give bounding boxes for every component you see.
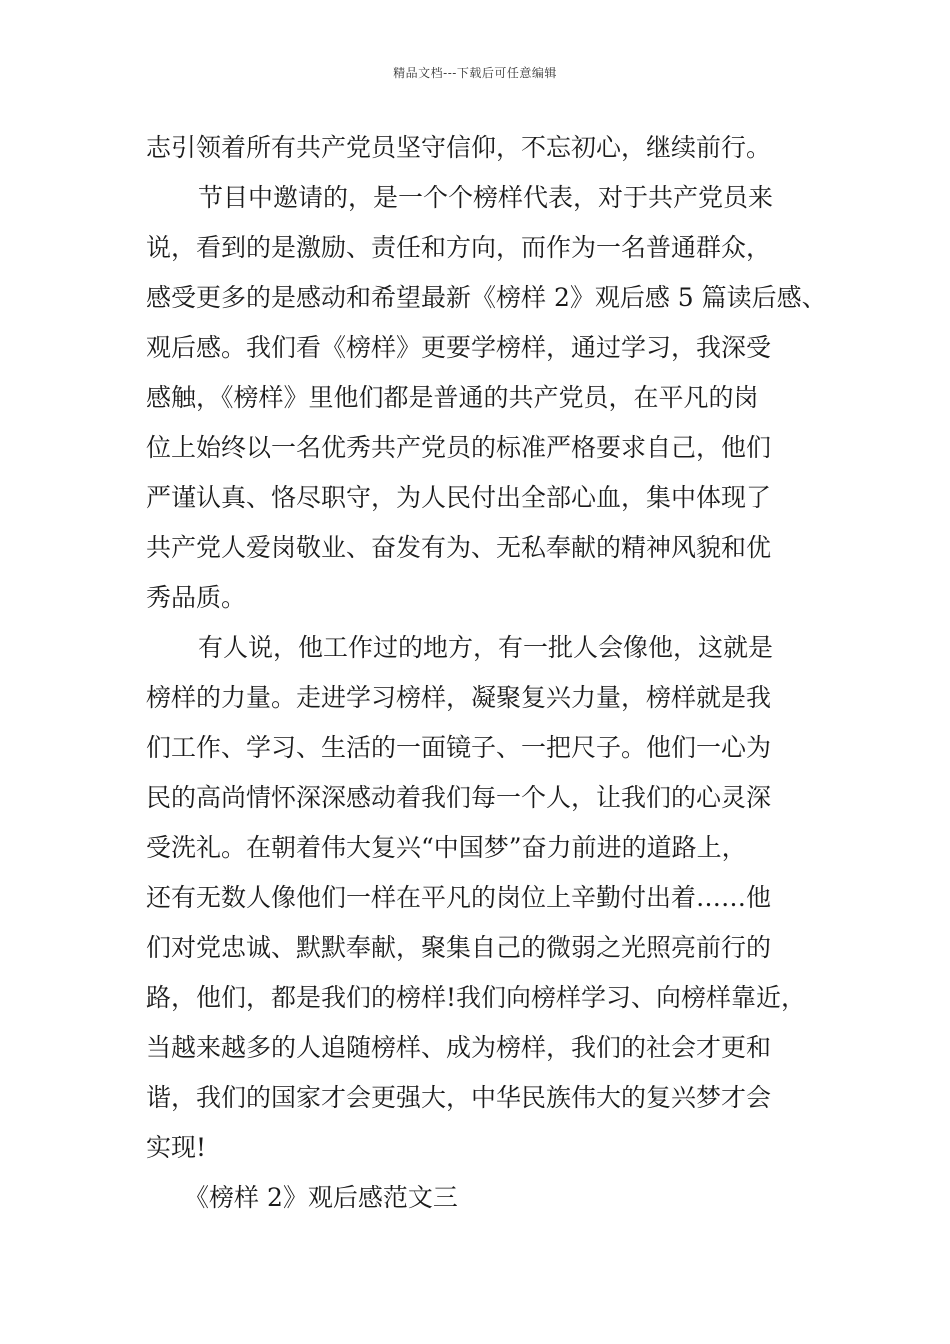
section-heading: 《榜样 2》观后感范文三: [184, 1183, 458, 1212]
text-line: 秀品质。: [146, 583, 247, 612]
text-line: 们对党忠诚、默默奉献，聚集自己的微弱之光照亮前行的: [146, 933, 772, 962]
text-line: 位上始终以一名优秀共产党员的标准严格要求自己，他们: [146, 433, 772, 462]
text-line: 实现!: [146, 1133, 207, 1162]
text-line: 有人说，他工作过的地方，有一批人会像他，这就是: [198, 633, 774, 662]
text-line: 谐，我们的国家才会更强大，中华民族伟大的复兴梦才会: [146, 1083, 772, 1112]
page-header: 精品文档---下载后可任意编辑: [393, 66, 557, 80]
text-line: 感触，《榜样》里他们都是普通的共产党员，在平凡的岗: [146, 383, 759, 412]
text-line: 共产党人爱岗敬业、奋发有为、无私奉献的精神风貌和优: [146, 533, 772, 562]
text-line: 节目中邀请的，是一个个榜样代表，对于共产党员来: [198, 183, 774, 212]
text-line: 们工作、学习、生活的一面镜子、一把尺子。他们一心为: [146, 733, 772, 762]
text-line: 民的高尚情怀深深感动着我们每一个人，让我们的心灵深: [146, 783, 772, 812]
text-line: 路，他们，都是我们的榜样!我们向榜样学习、向榜样靠近，: [146, 983, 807, 1012]
text-line: 严谨认真、恪尽职守，为人民付出全部心血，集中体现了: [146, 483, 772, 512]
text-line: 受洗礼。在朝着伟大复兴“中国梦”奋力前进的道路上，: [146, 833, 747, 862]
text-line: 感受更多的是感动和希望最新《榜样 2》观后感 5 篇读后感、: [146, 283, 827, 312]
text-line: 还有无数人像他们一样在平凡的岗位上辛勤付出着……他: [146, 883, 772, 912]
text-line: 观后感。我们看《榜样》更要学榜样，通过学习，我深受: [146, 333, 772, 362]
text-line: 说，看到的是激励、责任和方向，而作为一名普通群众，: [146, 233, 772, 262]
text-line: 榜样的力量。走进学习榜样，凝聚复兴力量，榜样就是我: [146, 683, 772, 712]
text-line: 志引领着所有共产党员坚守信仰，不忘初心，继续前行。: [146, 133, 772, 162]
text-line: 当越来越多的人追随榜样、成为榜样，我们的社会才更和: [146, 1033, 772, 1062]
